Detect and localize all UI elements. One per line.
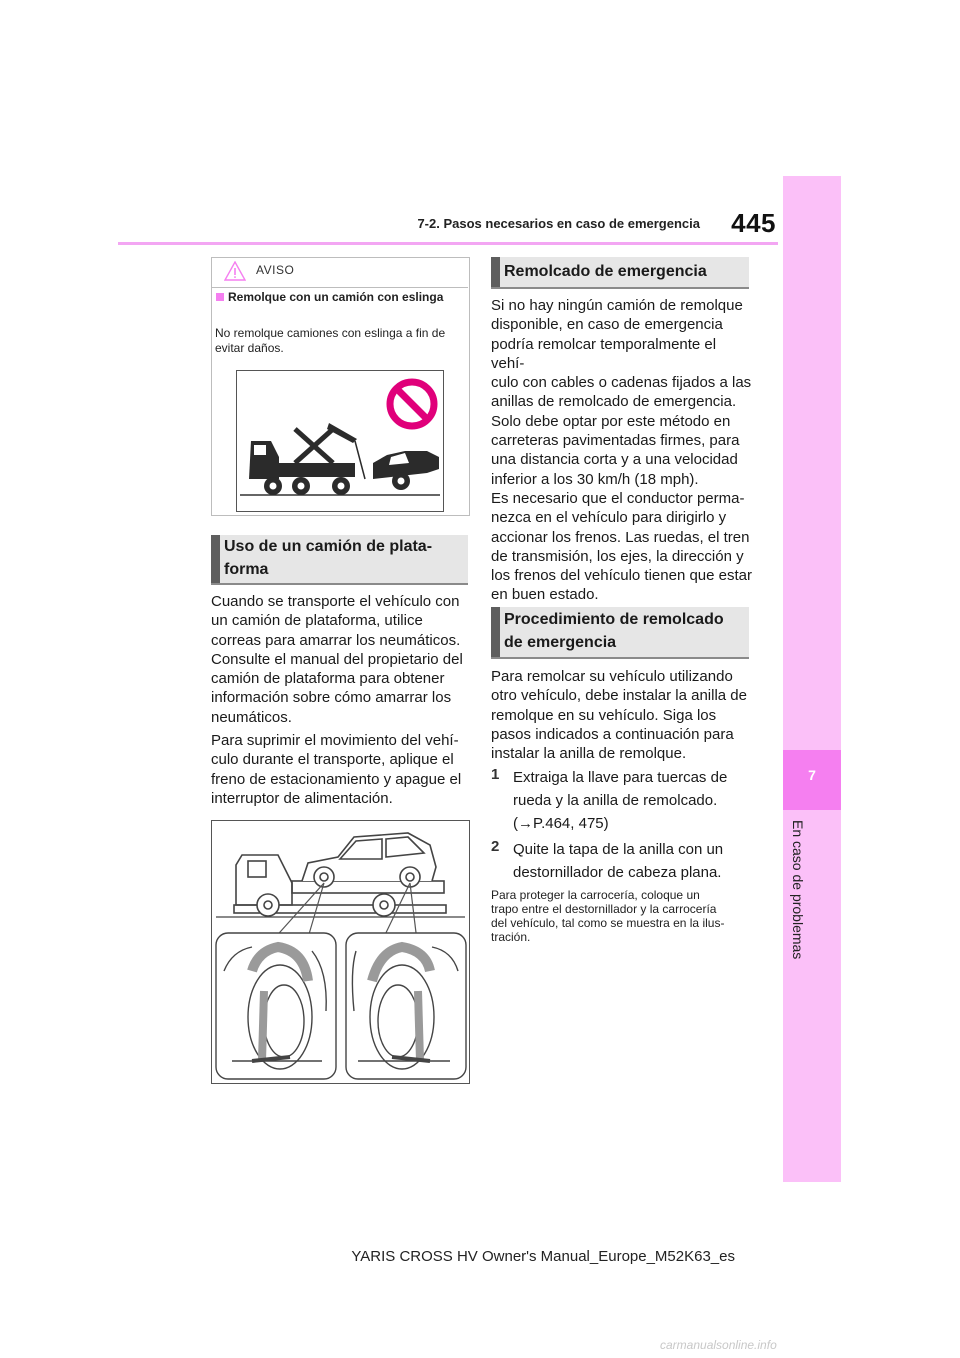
step-1-page-reference[interactable]: (→P.464, 475) <box>513 815 609 832</box>
protection-note: Para proteger la carrocería, coloque un trapo entre el destornillador y la carrocería del vehículo, tal como se muestra en la ilus- tración. <box>491 888 725 944</box>
heading-flatbed-line2: forma <box>224 561 269 578</box>
chapter-label-text: En caso de problemas <box>790 820 806 960</box>
flatbed-paragraph-2: Para suprimir el movimiento del vehí- culo durante el transporte, aplique el freno de estacionamiento y apague el interruptor de alimentación. <box>211 732 462 807</box>
heading-emergency-towing <box>491 257 749 289</box>
prohibited-icon <box>390 382 434 426</box>
heading-emergency-towing-text: Remolcado de emergencia <box>504 263 707 280</box>
page-number: 445 <box>731 208 776 238</box>
heading-towing-procedure-line1: Procedimiento de remolcado <box>504 611 724 628</box>
emergency-towing-paragraph: Si no hay ningún camión de remolque disponible, en caso de emergencia podría remolcar temporalmente el vehí- culo con cables o cadenas fijados a las anillas de remolcado de emergencia. Solo debe optar por este método en carreteras pavimentadas firmes, para una distancia corta y a una velocidad inferior a los 30 km/h (18 mph). Es necesario que el conductor perma- nezca en el vehículo para dirigirlo y accionar los frenos. Las ruedas, el tren de transmisión, los ejes, la dirección y los frenos del vehículo tienen que estar en buen estado. <box>491 297 752 604</box>
sling-tow-prohibited-illustration <box>236 370 444 512</box>
step-2-text: Quite la tapa de la anilla con un destornillador de cabeza plana. <box>513 841 724 881</box>
step-2-number: 2 <box>491 838 500 855</box>
warning-triangle-icon <box>224 261 246 281</box>
flatbed-truck-icon <box>234 833 446 916</box>
warning-label: AVISO <box>256 263 295 277</box>
heading-flatbed <box>211 535 468 585</box>
warning-subtitle: Remolque con un camión con eslinga <box>228 290 444 304</box>
rear-wheel-strap-detail <box>346 933 466 1079</box>
towed-car-icon <box>373 451 439 490</box>
chapter-label <box>790 820 826 970</box>
warning-text: No remolque camiones con eslinga a fin de evitar daños. <box>215 326 446 355</box>
step-1-text: Extraiga la llave para tuercas de rueda y la anilla de remolcado. (→P.464, 475) <box>513 766 753 835</box>
flatbed-tie-down-illustration <box>211 820 470 1084</box>
step-1-number: 1 <box>491 766 500 783</box>
heading-flatbed-line1: Uso de un camión de plata- <box>224 538 433 555</box>
heading-towing-procedure-line2: de emergencia <box>504 634 617 651</box>
front-wheel-strap-detail <box>216 933 336 1079</box>
header-divider <box>118 242 778 245</box>
chapter-number-badge[interactable]: 7 <box>783 750 841 810</box>
warning-bullet-icon <box>216 293 224 301</box>
watermark: carmanualsonline.info <box>660 1338 777 1352</box>
tow-truck-icon <box>249 423 365 495</box>
section-title: 7-2. Pasos necesarios en caso de emergencia <box>417 216 700 231</box>
footer-manual-title: YARIS CROSS HV Owner's Manual_Europe_M52K63_es <box>351 1248 735 1265</box>
chapter-side-tab <box>783 176 841 1182</box>
flatbed-paragraph-1: Cuando se transporte el vehículo con un camión de plataforma, utilice correas para amarrar los neumáticos. Consulte el manual del propietario del camión de plataforma para obtener información sobre cómo amarrar los neumáticos. <box>211 593 463 726</box>
heading-towing-procedure <box>491 607 749 659</box>
towing-procedure-paragraph: Para remolcar su vehículo utilizando otro vehículo, debe instalar la anilla de remolque en su vehículo. Siga los pasos indicados a continuación para instalar la anilla de remolque. <box>491 668 747 763</box>
warning-header <box>211 257 468 288</box>
